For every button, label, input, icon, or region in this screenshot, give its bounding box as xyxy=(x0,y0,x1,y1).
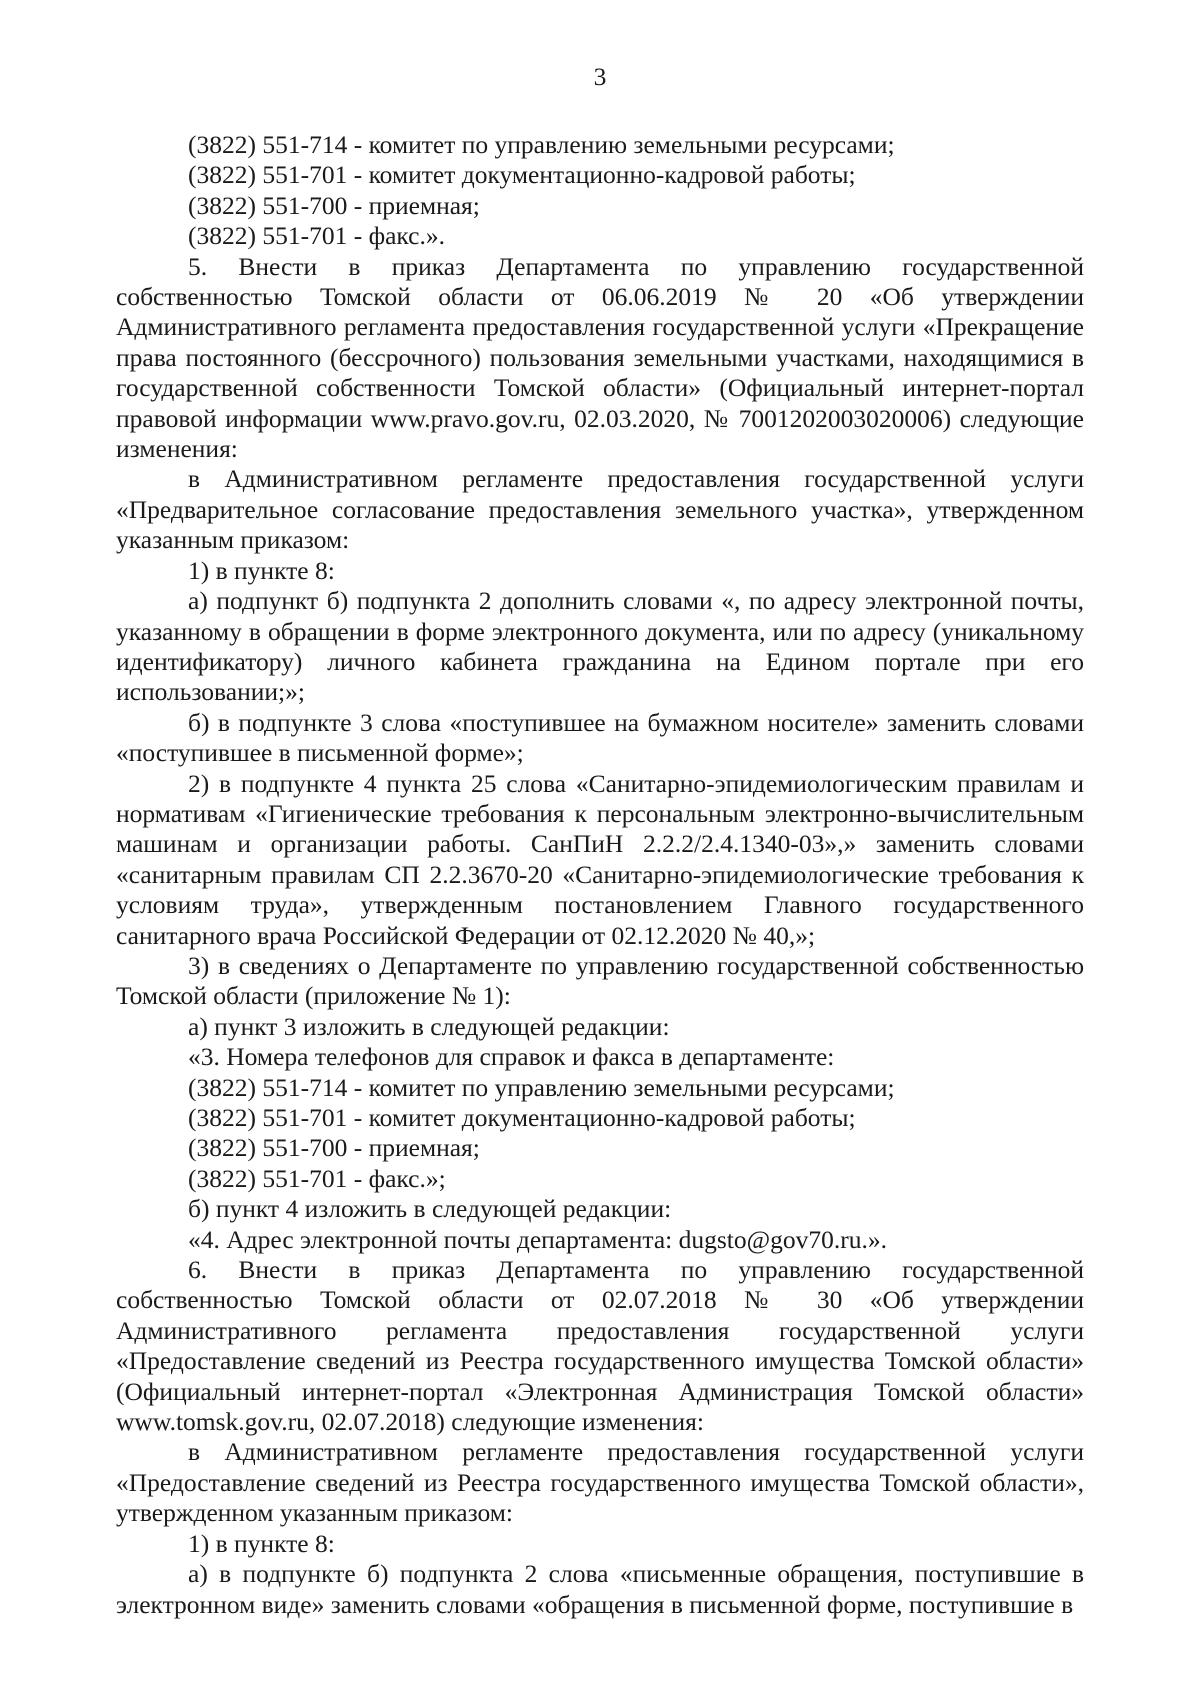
paragraph: (3822) 551-700 - приемная; xyxy=(188,1133,480,1163)
paragraph: 3) в сведениях о Департаменте по управлению государственной собственностью Томской области (приложение № 1): xyxy=(116,950,1084,1011)
paragraph: «4. Адрес электронной почты департамента: dugsto@gov70.ru.». xyxy=(188,1224,887,1254)
paragraph: (3822) 551-701 - факс.»; xyxy=(188,1163,446,1193)
paragraph: в Административном регламенте предоставления государственной услуги «Предоставление сведений из Реестра государственного имущества Томской области», утвержденном указанным приказом: xyxy=(116,1437,1084,1528)
paragraph: (3822) 551-700 - приемная; xyxy=(188,190,480,220)
paragraph: 6. Внести в приказ Департамента по управлению государственной собственностью Томской области от 02.07.2018 № 30 «Об утверждении Административного регламента предоставления государственной услуги «Предоставление сведений из Реестра государственного имущества Томской области» (Официальный интернет-портал «Электронная Администрация Томской области» www.tomsk.gov.ru, 02.07.2018) следующие изменения: xyxy=(116,1255,1084,1437)
paragraph: 5. Внести в приказ Департамента по управлению государственной собственностью Томской области от 06.06.2019 № 20 «Об утверждении Административного регламента предоставления государственной услуги «Прекращение права постоянного (бессрочного) пользования земельными участками, находящимися в государственной собственности Томской области» (Официальный интернет-портал правовой информации www.pravo.gov.ru, 02.03.2020, № 7001202003020006) следующие изменения: xyxy=(116,251,1084,464)
paragraph: 1) в пункте 8: xyxy=(188,555,335,585)
paragraph: 1) в пункте 8: xyxy=(188,1528,335,1558)
page-number: 3 xyxy=(593,62,607,91)
paragraph: а) подпункт б) подпункта 2 дополнить словами «, по адресу электронной почты, указанному в обращении в форме электронного документа, или по адресу (уникальному идентификатору) личного кабинета гражданина на Едином портале при его использовании;»; xyxy=(116,586,1084,707)
paragraph: (3822) 551-701 - факс.». xyxy=(188,221,446,251)
paragraph: (3822) 551-701 - комитет документационно-кадровой работы; xyxy=(188,1103,856,1132)
paragraph: в Административном регламенте предоставления государственной услуги «Предварительное согласование предоставления земельного участка», утвержденном указанным приказом: xyxy=(116,464,1084,555)
paragraph: а) пункт 3 изложить в следующей редакции: xyxy=(188,1011,670,1041)
paragraph: «3. Номера телефонов для справок и факса в департаменте: xyxy=(188,1042,835,1072)
paragraph: (3822) 551-714 - комитет по управлению земельными ресурсами; xyxy=(188,1072,895,1102)
paragraph: 2) в подпункте 4 пункта 25 слова «Санитарно-эпидемиологическим правилам и нормативам «Гигиенические требования к персональным электронно-вычислительным машинам и организации работы. СанПиН 2.2.2/2.4.1340-03»,» заменить словами «санитарным правилам СП 2.2.3670-20 «Санитарно-эпидемиологические требования к условиям труда», утвержденным постановлением Главного государственного санитарного врача Российской Федерации от 02.12.2020 № 40,»; xyxy=(116,768,1084,950)
document-body xyxy=(116,130,1084,1620)
paragraph: а) в подпункте б) подпункта 2 слова «письменные обращения, поступившие в электронном виде» заменить словами «обращения в письменной форме, поступившие в xyxy=(116,1559,1084,1619)
paragraph: б) пункт 4 изложить в следующей редакции: xyxy=(188,1194,672,1224)
paragraph: б) в подпункте 3 слова «поступившее на бумажном носителе» заменить словами «поступившее в письменной форме»; xyxy=(116,707,1084,768)
paragraph: (3822) 551-714 - комитет по управлению земельными ресурсами; xyxy=(188,130,895,159)
paragraph: (3822) 551-701 - комитет документационно-кадровой работы; xyxy=(188,160,856,190)
